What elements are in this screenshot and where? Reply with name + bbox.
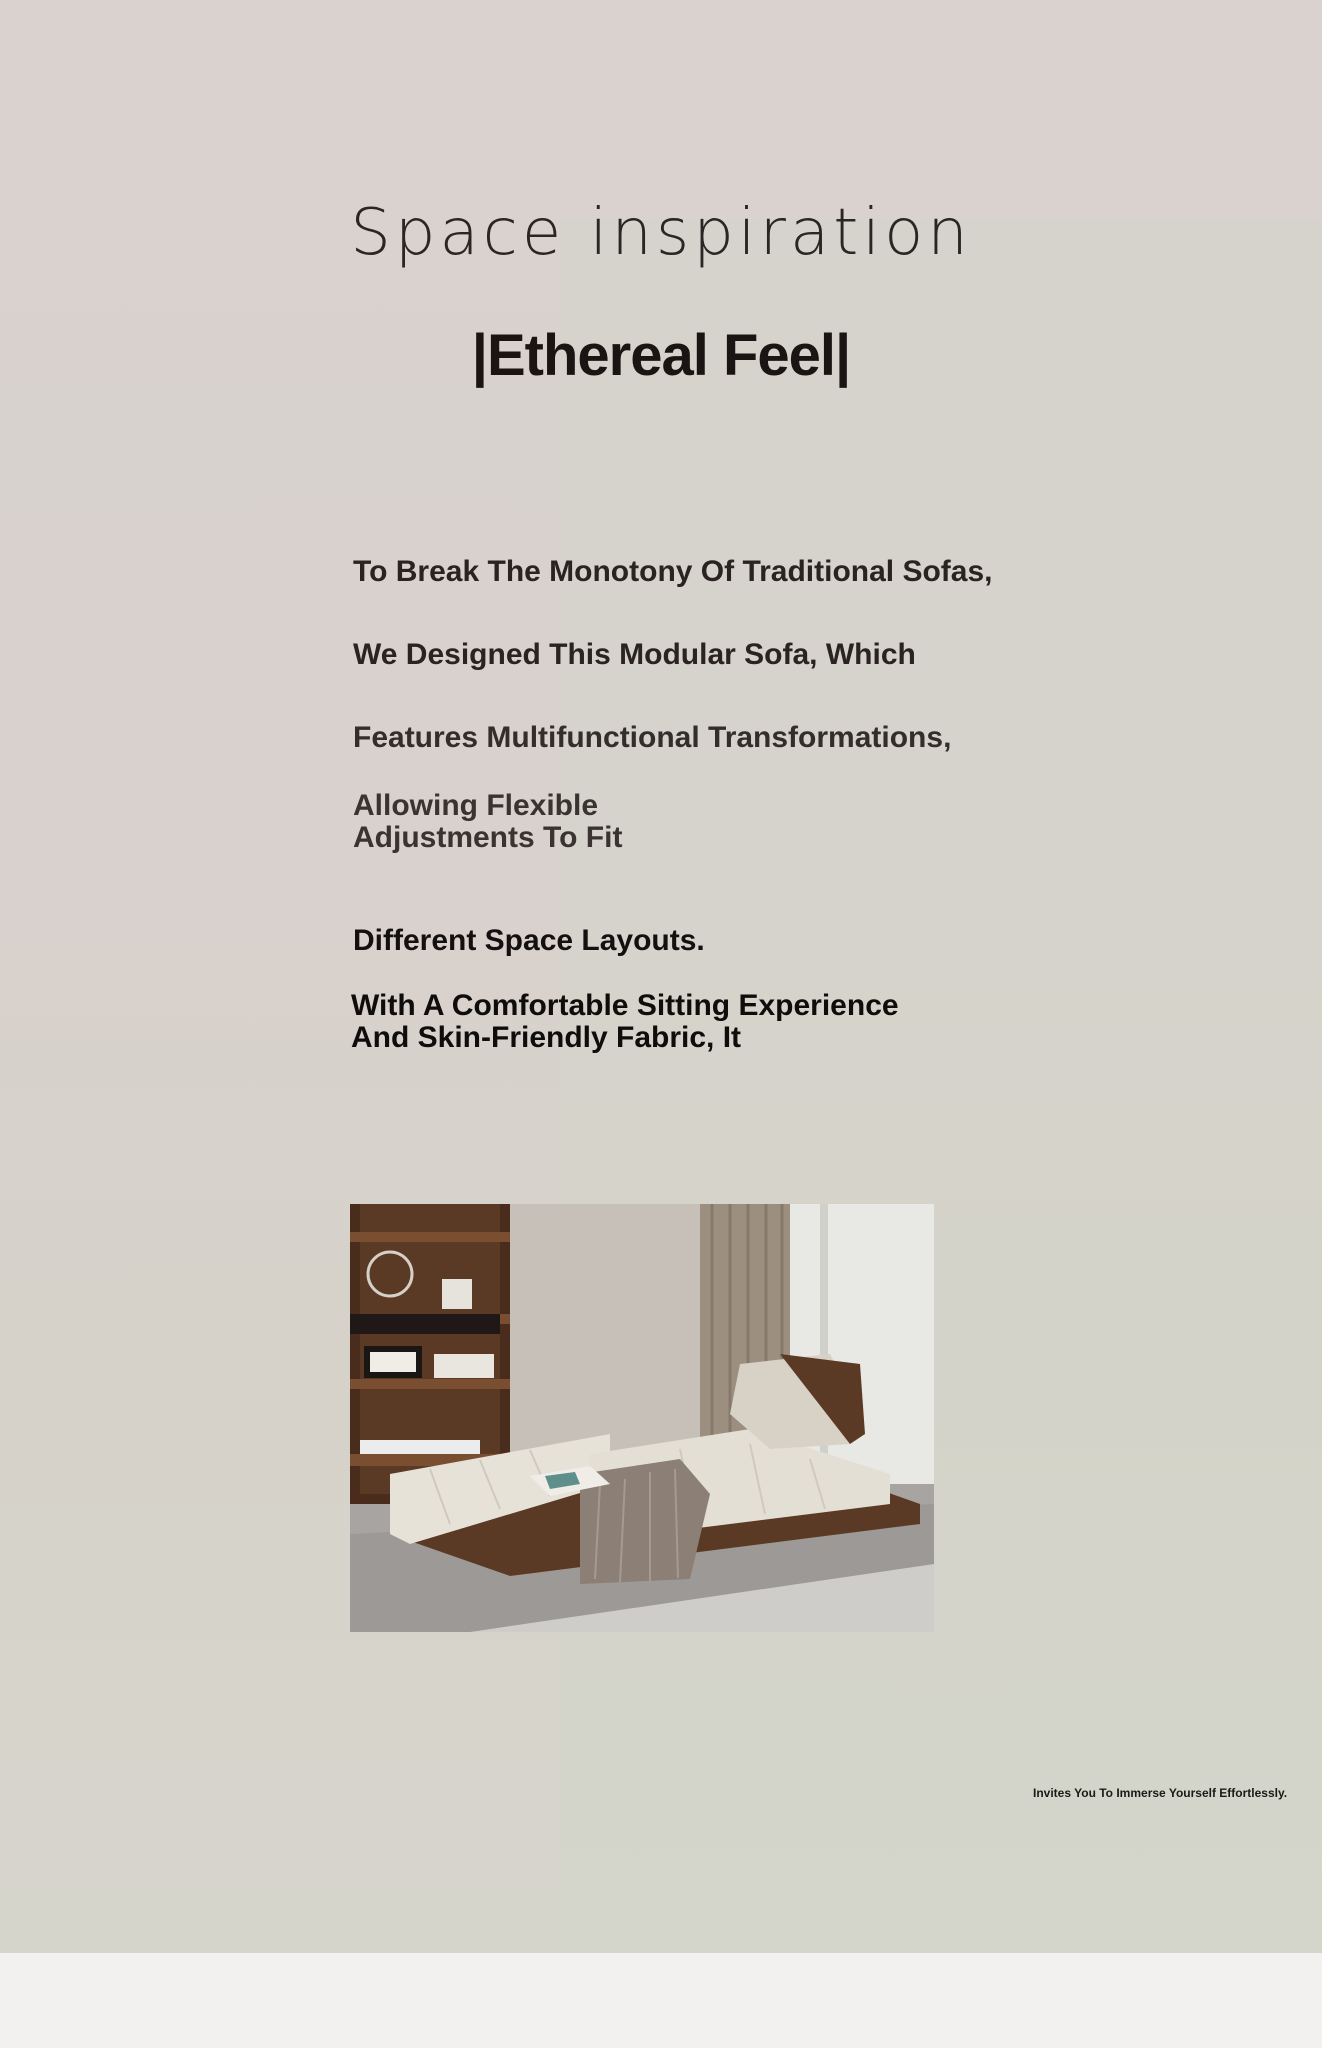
body-line-4: Allowing Flexible Adjustments To Fit: [353, 789, 623, 854]
body-line-5: Different Space Layouts.: [353, 924, 705, 957]
page-subtitle: |Ethereal Feel|: [471, 323, 851, 388]
body-line-3: Features Multifunctional Transformations,: [353, 721, 952, 754]
body-line-6: With A Comfortable Sitting Experience And Skin-Friendly Fabric, It: [351, 989, 899, 1054]
body-line-2: We Designed This Modular Sofa, Which: [353, 638, 916, 671]
tagline: Invites You To Immerse Yourself Effortlessly.: [1033, 1786, 1288, 1800]
body-line-1: To Break The Monotony Of Traditional Sofas,: [353, 555, 993, 588]
page-title: Space inspiration: [350, 196, 972, 270]
sofa-photo: [350, 1204, 934, 1632]
